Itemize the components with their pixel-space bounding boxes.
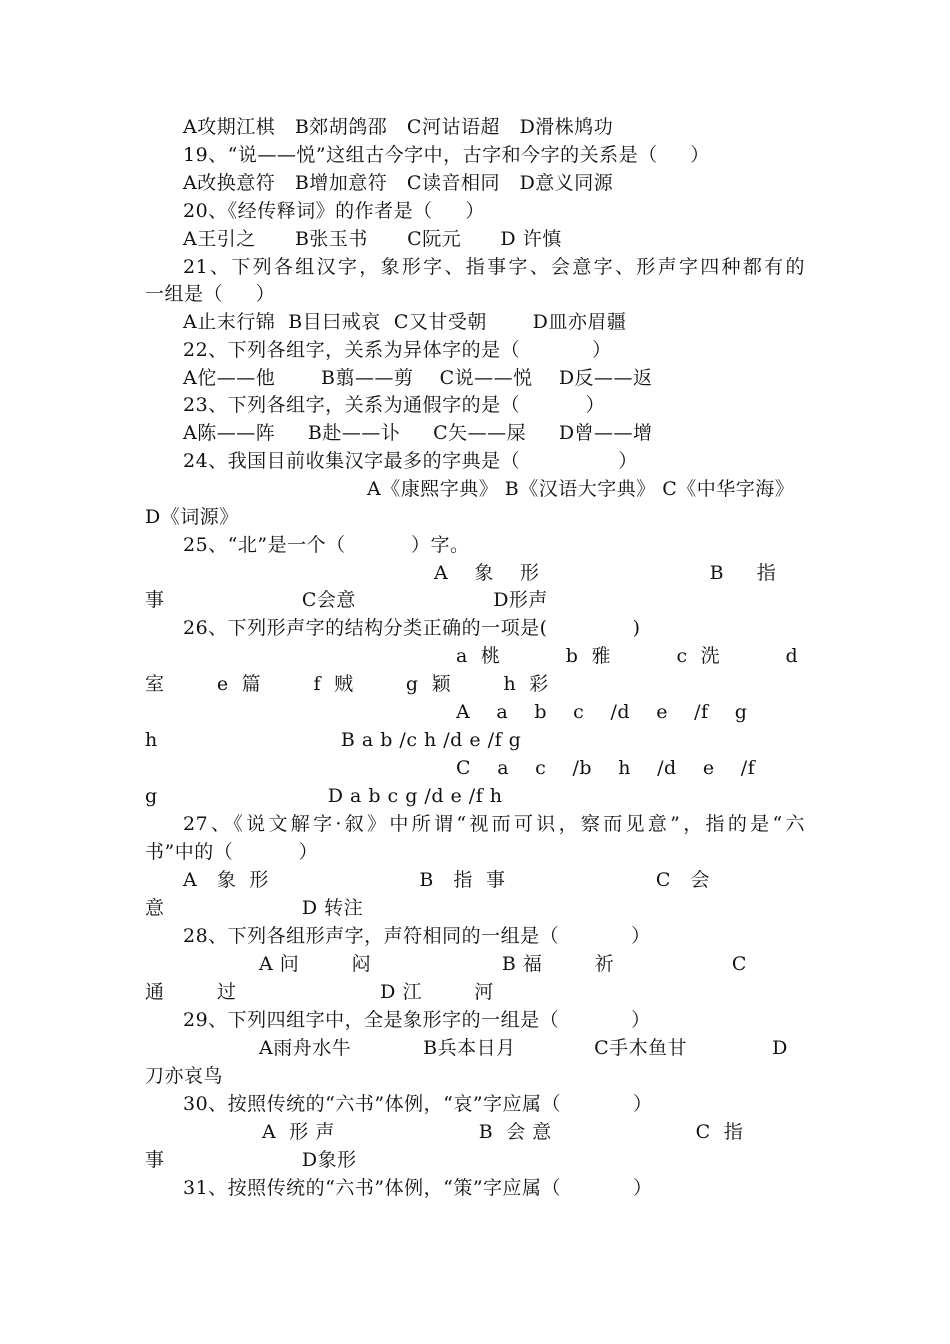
options-28-line1: A 问 闷 B 福 祈 C — [259, 953, 747, 975]
question-20: 20、《经传释词》的作者是（ ） — [183, 200, 485, 222]
question-25: 25、“北”是一个（ ）字。 — [183, 534, 470, 556]
question-24: 24、我国目前收集汉字最多的字典是（ ） — [183, 450, 638, 472]
options-29-line1: A雨舟水牛 B兵本日月 C手木鱼甘 D — [259, 1037, 788, 1059]
options-27-line1: A 象 形 B 指 事 C 会 — [183, 869, 711, 891]
options-25-line1: A 象 形 B 指 — [434, 562, 777, 584]
question-23: 23、下列各组字，关系为通假字的是（ ） — [183, 394, 606, 416]
question-29: 29、下列四组字中，全是象形字的一组是（ ） — [183, 1009, 651, 1031]
options-26-a-line2: h B a b /c h /d e /f g — [145, 729, 522, 751]
items-26-line2: 室 e 篇 f 贼 g 颖 h 彩 — [145, 673, 549, 695]
question-22: 22、下列各组字，关系为异体字的是（ ） — [183, 339, 612, 361]
options-29-line2: 刀亦哀鸟 — [145, 1065, 224, 1087]
question-28: 28、下列各组形声字，声符相同的一组是（ ） — [183, 925, 651, 947]
question-21-line1: 21、下列各组汉字，象形字、指事字、会意字、形声字四种都有的 — [183, 256, 805, 278]
options-26-c-line1: C a c /b h /d e /f — [456, 757, 756, 779]
options-20: A王引之 B张玉书 C阮元 D 许慎 — [183, 228, 562, 250]
question-21-line2: 一组是（ ） — [145, 283, 276, 305]
question-31: 31、按照传统的“六书”体例，“策”字应属（ ） — [183, 1177, 653, 1199]
question-30: 30、按照传统的“六书”体例，“哀”字应属（ ） — [183, 1093, 653, 1115]
question-19: 19、“说——悦”这组古今字中，古字和今字的关系是（ ） — [183, 144, 710, 166]
options-22: A佗——他 B翦——剪 C说——悦 D反——返 — [183, 367, 653, 389]
options-18: A攻期江棋 B郊胡鸽邵 C河诂语超 D滑株鸠功 — [183, 116, 614, 138]
options-26-a-line1: A a b c /d e /f g — [456, 701, 748, 723]
question-27-line2: 书”中的（ ） — [145, 841, 319, 863]
options-24-line2: D《词源》 — [145, 506, 239, 528]
options-23: A陈——阵 B赴——讣 C矢——屎 D曾——增 — [183, 422, 653, 444]
options-30-line1: A 形 声 B 会 意 C 指 — [262, 1121, 744, 1143]
options-30-line2: 事 D象形 — [145, 1149, 357, 1171]
options-19: A改换意符 B增加意符 C读音相同 D意义同源 — [183, 172, 614, 194]
question-26: 26、下列形声字的结构分类正确的一项是( ) — [183, 617, 641, 639]
options-28-line2: 通 过 D 江 河 — [145, 981, 494, 1003]
options-26-c-line2: g D a b c g /d e /f h — [145, 785, 503, 807]
question-27-line1: 27、《说文解字·叙》中所谓“视而可识，察而见意”，指的是“六 — [183, 813, 805, 835]
items-26-line1: a 桃 b 雅 c 洗 d — [456, 645, 799, 667]
options-24-line1: A《康熙字典》 B《汉语大字典》 C《中华字海》 — [367, 478, 795, 500]
options-25-line2: 事 C会意 D形声 — [145, 589, 548, 611]
options-21: A止末行锦 B目曰戒哀 C又甘受朝 D皿亦眉疆 — [183, 311, 627, 333]
options-27-line2: 意 D 转注 — [145, 897, 364, 919]
